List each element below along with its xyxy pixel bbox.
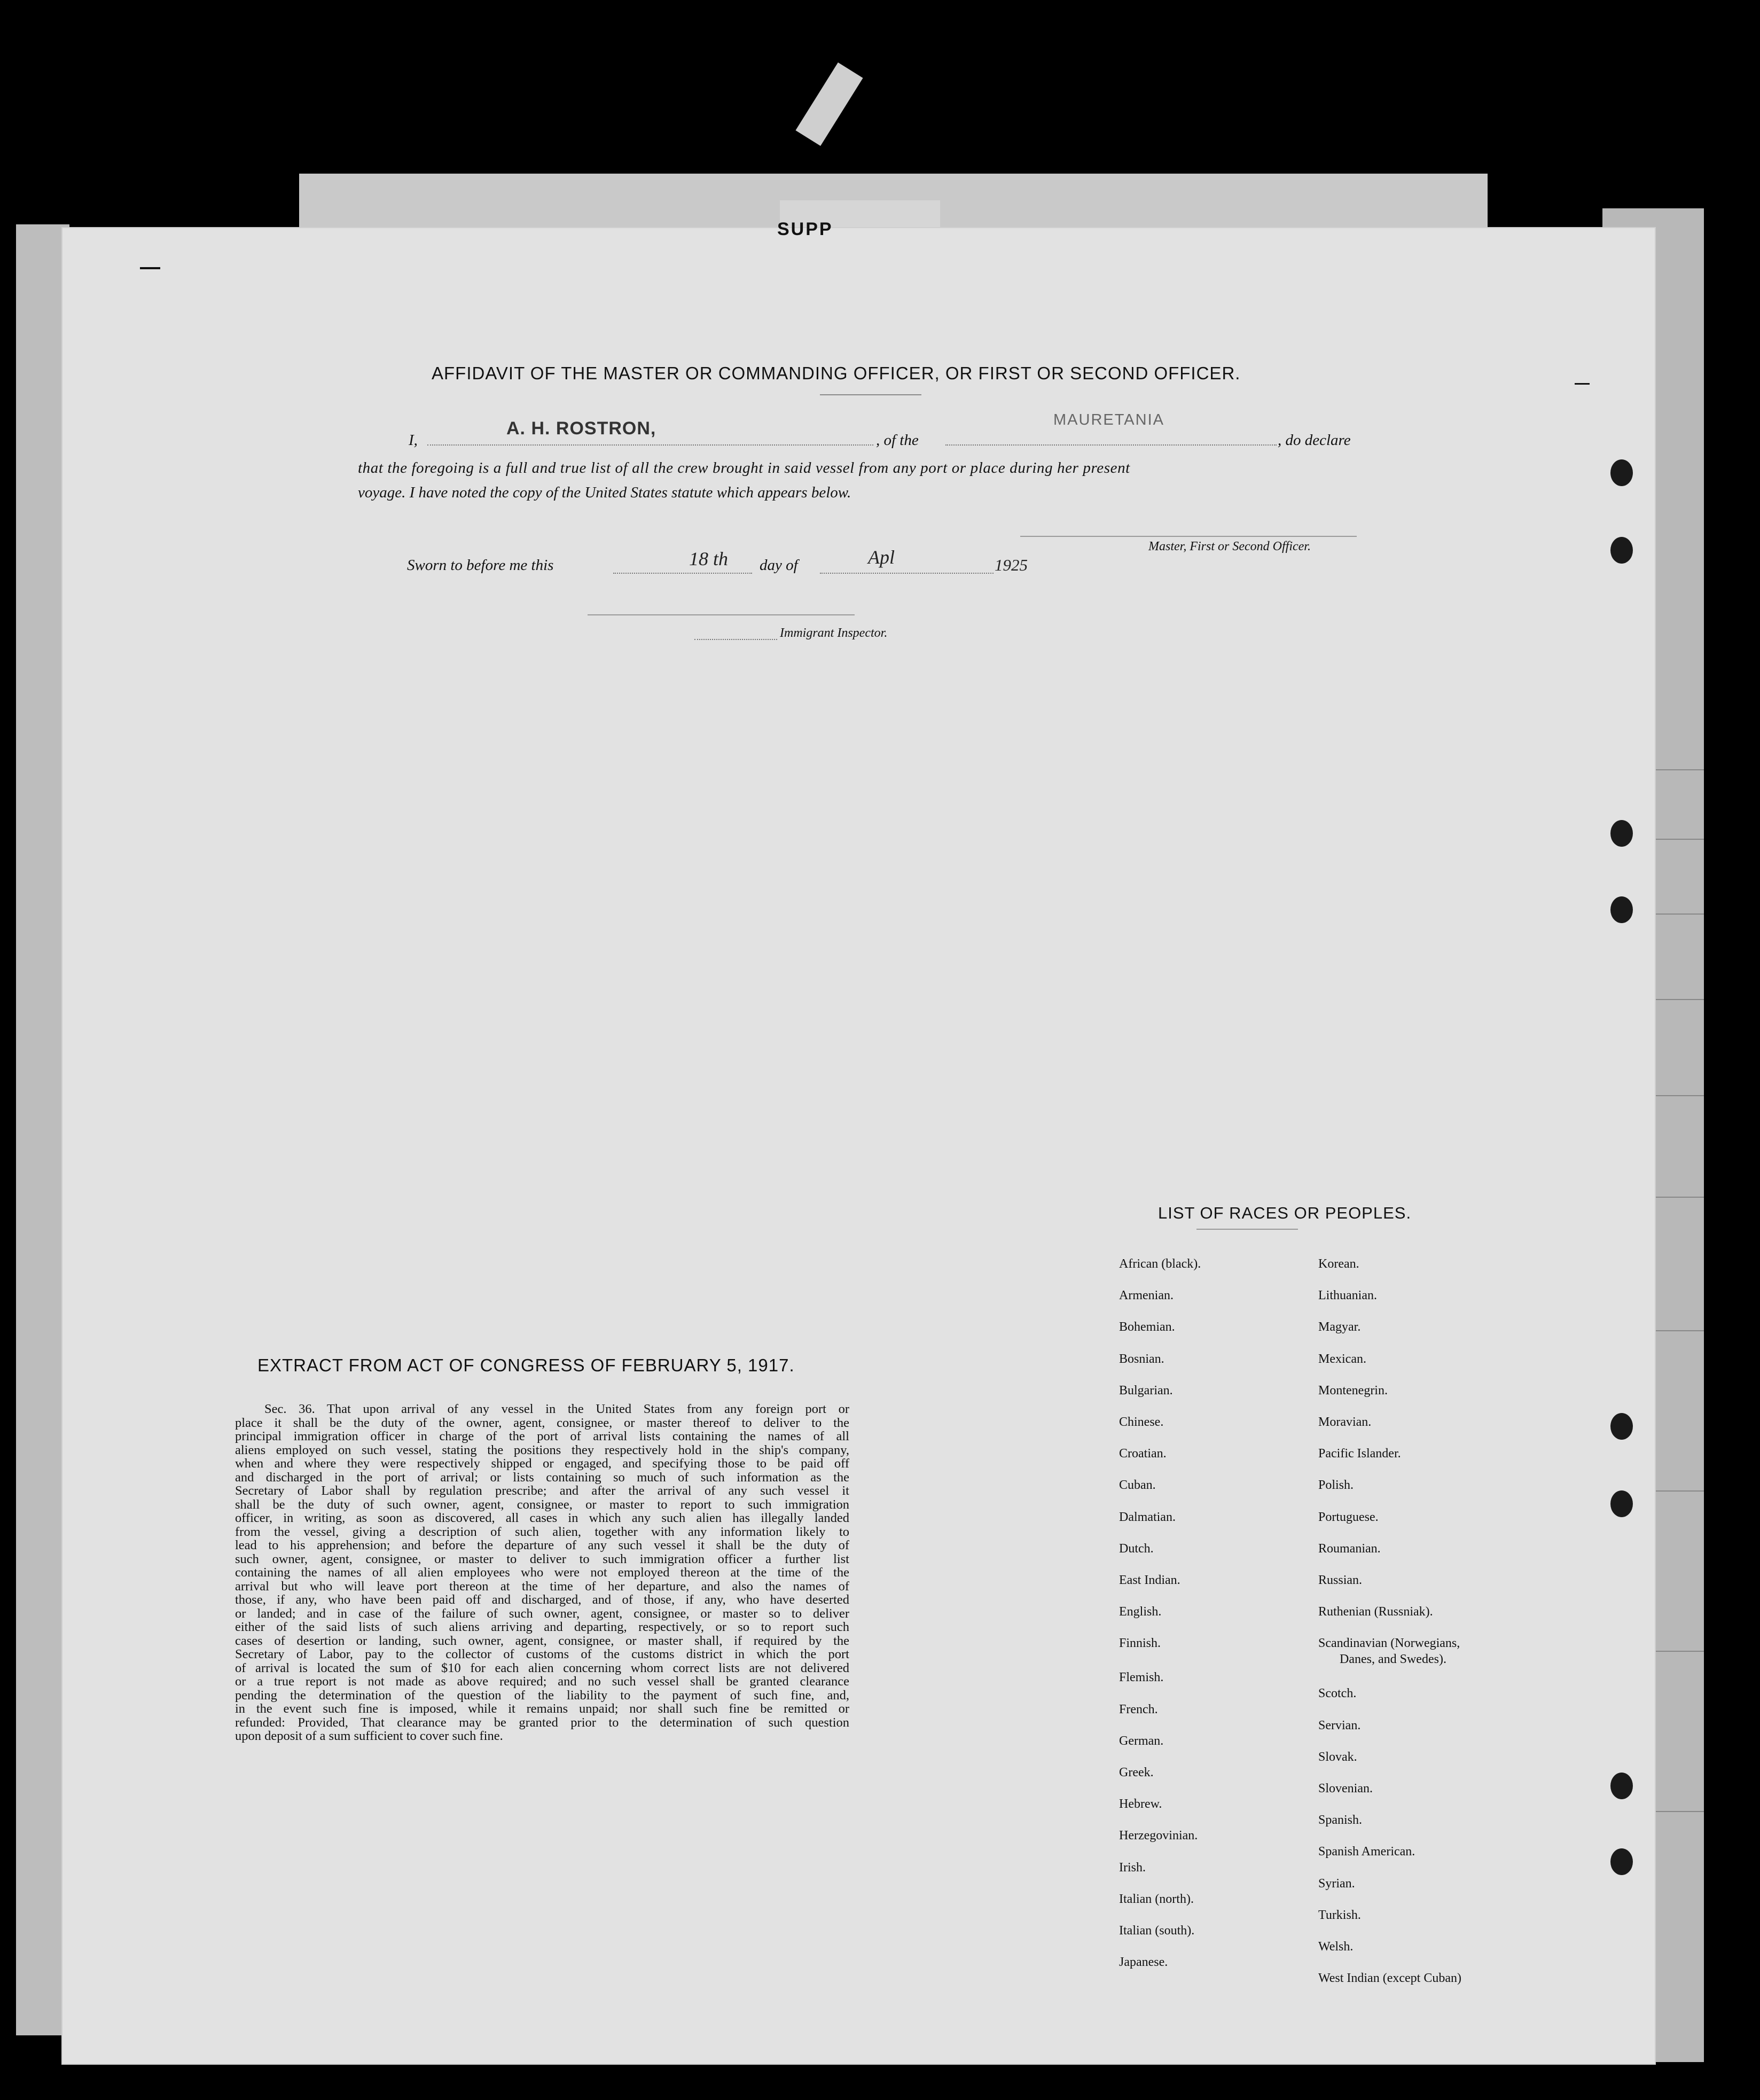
punch-hole — [1610, 896, 1633, 923]
race-item: French. — [1119, 1702, 1158, 1716]
race-item: Italian (south). — [1119, 1924, 1195, 1938]
race-item: Ruthenian (Russniak). — [1318, 1605, 1433, 1619]
race-item: Pacific Islander. — [1318, 1447, 1401, 1461]
statute-line: or a true report is not made as above required; and no such vessel shall be granted clearance — [235, 1674, 849, 1689]
race-item: East Indian. — [1119, 1573, 1180, 1587]
race-item: Spanish. — [1318, 1813, 1363, 1828]
race-item: Dalmatian. — [1119, 1510, 1176, 1524]
statute-line: refunded: Provided, That clearance may be granted prior to the determination of such question — [235, 1715, 849, 1730]
race-item: Roumanian. — [1318, 1541, 1381, 1556]
master-name: A. H. ROSTRON, — [506, 418, 656, 439]
race-item: Danes, and Swedes). — [1340, 1652, 1446, 1667]
race-item: Italian (north). — [1119, 1892, 1194, 1906]
race-item: Dutch. — [1119, 1541, 1154, 1556]
statute-line: when and where they were respectively shipped or engaged, and specifying those to be paid off — [235, 1456, 849, 1471]
statute-text — [235, 1402, 849, 1743]
race-item: Turkish. — [1318, 1908, 1361, 1922]
affidavit-title: AFFIDAVIT OF THE MASTER OR COMMANDING OFFICER, OR FIRST OR SECOND OFFICER. — [432, 363, 1241, 383]
punch-hole — [1610, 537, 1633, 564]
race-item: Bulgarian. — [1119, 1383, 1173, 1398]
affidavit-line3: voyage. I have noted the copy of the United States statute which appears below. — [358, 484, 851, 501]
statute-line: cases of desertion or landing, such owner, agent, consignee, or master shall, if required by the — [235, 1633, 849, 1648]
race-item: Servian. — [1318, 1718, 1361, 1732]
affidavit-line2: that the foregoing is a full and true list of all the crew brought in said vessel from any port or place during her present — [358, 459, 1130, 477]
race-item: Hebrew. — [1119, 1797, 1162, 1812]
affidavit-line1-mid: , of the — [876, 432, 919, 449]
inspector-line — [588, 614, 855, 615]
extract-title: EXTRACT FROM ACT OF CONGRESS OF FEBRUARY 5, 1917. — [257, 1355, 795, 1375]
vessel-name: MAURETANIA — [1053, 411, 1164, 428]
race-item: Spanish American. — [1318, 1845, 1415, 1859]
race-item: Korean. — [1318, 1257, 1359, 1271]
statute-line: officer, in writing, as soon as discovered, all cases in which any such alien has illegally landed — [235, 1511, 849, 1525]
document-page — [61, 227, 1656, 2065]
affidavit-line1-suffix: , do declare — [1278, 432, 1351, 449]
affidavit-line1-prefix: I, — [409, 432, 418, 449]
punch-hole — [1610, 1848, 1633, 1875]
statute-line: Secretary of Labor shall by regulation prescribe; and after the arrival of any such vessel it — [235, 1484, 849, 1498]
race-item: African (black). — [1119, 1257, 1201, 1271]
race-item: English. — [1119, 1605, 1162, 1619]
statute-line: aliens employed on such vessel, stating the positions they respectively hold in the ship's company, — [235, 1442, 849, 1457]
statute-line: Sec. 36. That upon arrival of any vessel in the United States from any foreign port or — [264, 1402, 849, 1416]
statute-line: containing the names of all alien employees who were not employed thereon at the time of the — [235, 1565, 849, 1580]
race-item: Mexican. — [1318, 1352, 1366, 1366]
statute-line: in the event such fine is imposed, while it remains unpaid; nor shall such fine be remitted or — [235, 1701, 849, 1716]
statute-line: shall be the duty of such owner, agent, consignee, or master to report to such immigration — [235, 1497, 849, 1512]
sworn-year-value: 1925 — [995, 556, 1028, 574]
sworn-prefix: Sworn to before me this — [407, 557, 554, 574]
race-item: Russian. — [1318, 1573, 1363, 1587]
race-item: Croatian. — [1119, 1447, 1167, 1461]
sworn-day-value: 18 th — [689, 548, 729, 569]
race-item: German. — [1119, 1734, 1164, 1748]
statute-line: from the vessel, giving a description of such alien, together with any information likely to — [235, 1524, 849, 1539]
race-item: Bohemian. — [1119, 1320, 1175, 1334]
back-sheet-label: SUPP — [777, 219, 833, 239]
race-item: Cuban. — [1119, 1478, 1156, 1493]
race-item: Bosnian. — [1119, 1352, 1164, 1366]
statute-line: of arrival is located the sum of $10 for each alien concerning whom correct lists are not delivered — [235, 1660, 849, 1675]
race-item: Scandinavian (Norwegians, — [1318, 1636, 1460, 1651]
statute-line: and discharged in the port of arrival; or lists containing so much of such information as the — [235, 1470, 849, 1485]
race-item: Slovenian. — [1318, 1782, 1373, 1795]
races-title: LIST OF RACES OR PEOPLES. — [1158, 1204, 1412, 1222]
race-item: Slovak. — [1318, 1750, 1357, 1764]
statute-line: such owner, agent, consignee, or master to deliver to such immigration officer a further list — [235, 1551, 849, 1566]
sworn-day-label: day of — [760, 557, 798, 574]
master-name-line — [427, 444, 873, 446]
sworn-month-value: Apl — [868, 547, 895, 568]
statute-line: upon deposit of a sum sufficient to cover such fine. — [235, 1729, 503, 1743]
race-item: Finnish. — [1119, 1636, 1161, 1651]
statute-line: Secretary of Labor, pay to the collector of customs of the customs district in which the port — [235, 1647, 849, 1661]
statute-line: arrival but who will leave port thereon at the time of her departure, and also the names of — [235, 1579, 849, 1594]
sworn-day-line — [613, 573, 752, 574]
statute-line: lead to his apprehension; and before the departure of any such vessel it shall be the duty of — [235, 1538, 849, 1552]
race-item: West Indian (except Cuban) — [1318, 1971, 1461, 1986]
punch-hole — [1610, 1490, 1633, 1517]
race-item: Flemish. — [1119, 1670, 1164, 1685]
race-item: Welsh. — [1318, 1940, 1354, 1954]
punch-hole — [1610, 820, 1633, 847]
pen-mark — [140, 267, 160, 269]
races-title-rule — [1196, 1229, 1298, 1230]
inspector-caption: Immigrant Inspector. — [780, 626, 888, 640]
race-item: Herzegovinian. — [1119, 1829, 1198, 1843]
statute-line: either of the said lists of such aliens arriving and departing, respectively, or so to report such — [235, 1620, 849, 1634]
punch-hole — [1610, 1773, 1633, 1799]
statute-line: place it shall be the duty of the owner, agent, consignee, or master thereof to deliver to the — [235, 1415, 849, 1430]
sworn-month-line — [820, 573, 994, 574]
statute-line: those, if any, who have been paid off and discharged, and of those, if any, who have deserted — [235, 1592, 849, 1607]
race-item: Syrian. — [1318, 1876, 1355, 1891]
race-item: Montenegrin. — [1318, 1383, 1388, 1398]
race-item: Scotch. — [1318, 1687, 1357, 1701]
inspector-dots — [694, 639, 777, 640]
race-item: Armenian. — [1119, 1289, 1174, 1303]
signature-caption: Master, First or Second Officer. — [1148, 540, 1311, 553]
race-item: Lithuanian. — [1318, 1289, 1377, 1303]
signature-line — [1020, 536, 1357, 537]
statute-line: or landed; and in case of the failure of such owner, agent, consignee, or master so to deliver — [235, 1606, 849, 1621]
title-rule — [820, 394, 921, 395]
race-item: Japanese. — [1119, 1955, 1168, 1970]
race-item: Polish. — [1318, 1478, 1354, 1493]
race-item: Greek. — [1119, 1766, 1154, 1779]
torn-paper-scrap — [795, 63, 863, 146]
punch-hole — [1610, 1413, 1633, 1440]
pen-mark — [1575, 383, 1590, 385]
race-item: Irish. — [1119, 1860, 1146, 1875]
race-item: Chinese. — [1119, 1415, 1164, 1429]
statute-line: pending the determination of the question of the liability to the payment of such fine, and, — [235, 1688, 849, 1703]
statute-line: principal immigration officer in charge of the port of arrival lists containing the names of all — [235, 1429, 849, 1443]
race-item: Moravian. — [1318, 1415, 1372, 1429]
race-item: Portuguese. — [1318, 1510, 1379, 1524]
punch-hole — [1610, 459, 1633, 486]
vessel-name-line — [945, 444, 1277, 446]
race-item: Magyar. — [1318, 1320, 1361, 1334]
